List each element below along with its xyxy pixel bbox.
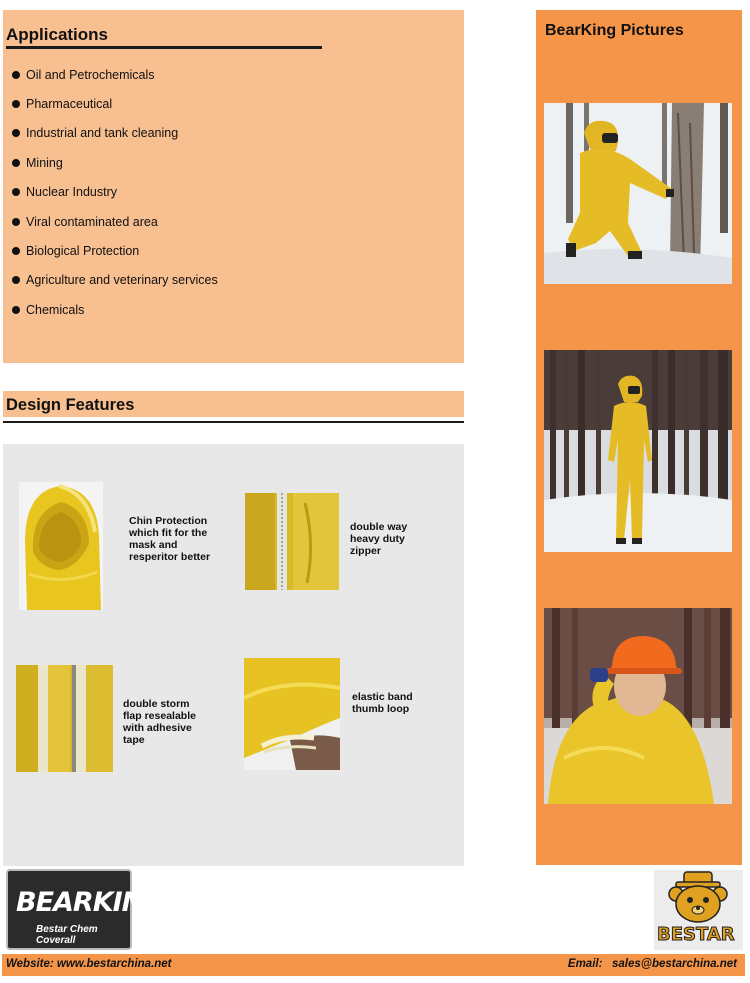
list-item: Biological Protection [12,236,218,265]
bestar-logo-word: BESTAR [657,924,735,945]
list-item: Viral contaminated area [12,207,218,236]
applications-title: Applications [6,25,109,44]
zipper-photo-icon [245,493,339,590]
design-features-title: Design Features [6,396,135,414]
bearking-pictures-panel [536,10,742,865]
thumb-loop-photo-icon [244,658,340,770]
list-item: Pharmaceutical [12,89,218,118]
bullet-icon [12,247,20,255]
list-item: Mining [12,148,218,177]
photo-kneeling-worker [544,103,732,284]
bullet-icon [12,188,20,196]
list-item: Chemicals [12,295,218,324]
bearking-logo-subtitle: Bestar Chem Coverall [36,924,98,946]
feature-text-storm-flap: double storm flap resealable with adhesive tape [123,698,196,746]
bullet-icon [12,218,20,226]
design-features-header [3,391,464,417]
pictures-title: BearKing Pictures [545,22,684,39]
bearking-logo-word: BEARKING [16,887,165,918]
applications-panel [3,10,464,363]
applications-underline [6,46,322,49]
storm-flap-photo-icon [16,665,113,772]
design-features-panel [3,444,464,866]
design-features-underline [3,421,464,423]
bullet-icon [12,159,20,167]
feature-text-zipper: double way heavy duty zipper [350,521,408,557]
bullet-icon [12,71,20,79]
applications-list [12,60,218,325]
bullet-icon [12,100,20,108]
photo-worker-helmet [544,608,732,804]
bearking-logo [6,869,165,950]
list-item: Nuclear Industry [12,178,218,207]
footer-email[interactable]: Email: sales@bestarchina.net [567,958,737,970]
feature-text-thumb-loop: elastic band thumb loop [352,691,413,715]
footer-website[interactable]: Website: www.bestarchina.net [6,958,172,970]
bullet-icon [12,306,20,314]
bestar-logo [654,870,743,950]
photo-standing-worker [544,350,732,552]
feature-text-chin-protection: Chin Protection which fit for the mask and resperitor better [129,515,211,563]
bullet-icon [12,129,20,137]
list-item: Industrial and tank cleaning [12,119,218,148]
bullet-icon [12,276,20,284]
list-item: Oil and Petrochemicals [12,60,218,89]
list-item: Agriculture and veterinary services [12,266,218,295]
footer-bar [2,954,745,976]
hood-photo-icon [19,482,103,610]
